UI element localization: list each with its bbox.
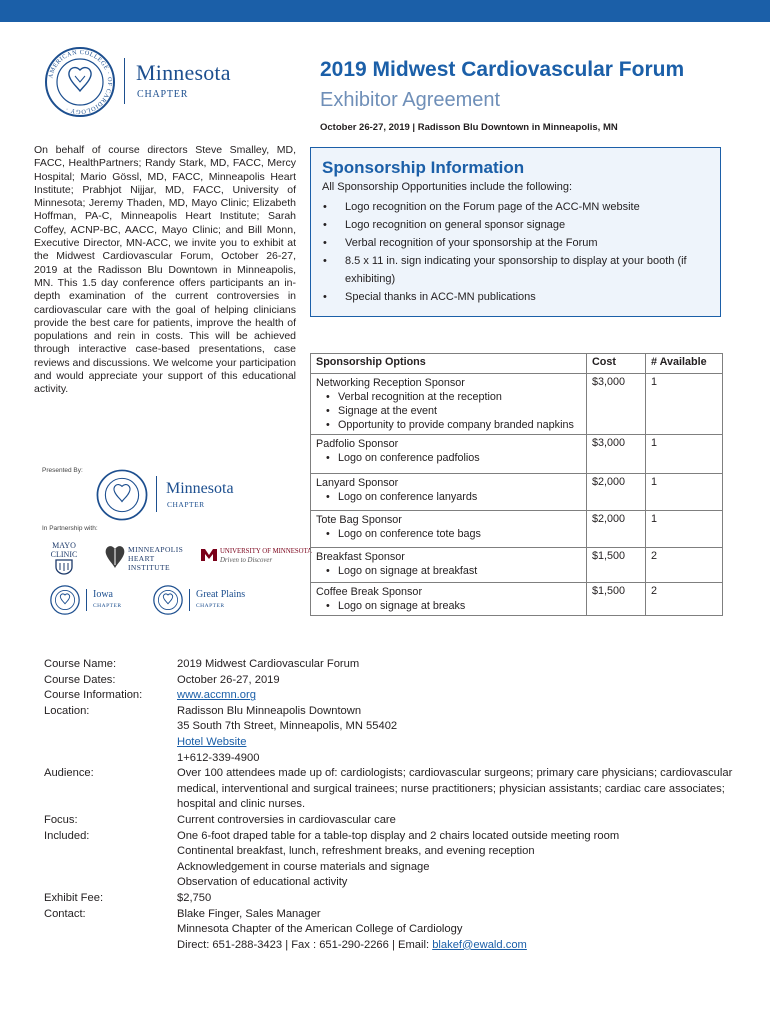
detail-row-course-name (44, 657, 744, 673)
umn-logo-line-2: Driven to Discover (220, 557, 273, 564)
detail-row-contact (44, 907, 744, 954)
acc-seal-logo (44, 46, 116, 118)
option-available: 1 (646, 374, 723, 435)
option-cell (311, 374, 587, 435)
location-line: Radisson Blu Minneapolis Downtown (177, 704, 362, 717)
option-cell (311, 474, 587, 511)
presented-sub: CHAPTER (167, 500, 205, 509)
page-title: 2019 Midwest Cardiovascular Forum (320, 58, 685, 81)
option-available: 1 (646, 511, 723, 548)
table-row (311, 374, 723, 435)
included-line: Acknowledgement in course materials and signage (177, 860, 430, 873)
iowa-name: Iowa (93, 589, 113, 600)
detail-label: Included: (44, 829, 90, 842)
option-cost: $2,000 (587, 511, 646, 548)
benefit-item: • Special thanks in ACC-MN publications (322, 288, 712, 306)
iowa-divider (86, 589, 87, 611)
option-bullet: • Signage at the event (316, 404, 581, 418)
detail-row-audience (44, 766, 744, 813)
option-available: 1 (646, 435, 723, 474)
detail-row-course-info (44, 688, 744, 704)
partners-label: In Partnership with: (42, 525, 98, 532)
great-plains-seal-icon (153, 585, 183, 615)
detail-value (177, 829, 744, 891)
benefit-item: • Logo recognition on general sponsor signage (322, 216, 712, 234)
hotel-phone: 1+612-339-4900 (177, 751, 260, 764)
option-bullet: • Logo on conference tote bags (316, 527, 581, 541)
contact-phone-fax: Direct: 651-288-3423 | Fax : 651-290-2266 | Email: (177, 938, 433, 951)
option-bullet: • Opportunity to provide company branded napkins (316, 418, 581, 432)
option-bullet: • Verbal recognition at the reception (316, 390, 581, 404)
location-line: 35 South 7th Street, Minneapolis, MN 55402 (177, 720, 398, 733)
mhi-logo-line-1: MINNEAPOLIS (128, 545, 184, 554)
table-row (311, 583, 723, 616)
detail-value: Current controversies in cardiovascular care (177, 813, 396, 826)
mayo-clinic-logo-text: MAYO CLINIC (50, 541, 78, 559)
table-row (311, 474, 723, 511)
course-info-link[interactable]: www.accmn.org (177, 689, 256, 702)
option-cost: $3,000 (587, 374, 646, 435)
svg-text:AMERICAN COLLEGE · OF CARDIOLO: AMERICAN COLLEGE · OF CARDIOLOGY · (47, 48, 114, 116)
option-name: Breakfast Sponsor (316, 551, 405, 563)
included-line: Observation of educational activity (177, 876, 348, 889)
umn-logo-line-1: UNIVERSITY OF MINNESOTA (220, 548, 313, 555)
header-cost: Cost (587, 354, 646, 374)
option-cell (311, 511, 587, 548)
detail-row-location (44, 704, 744, 766)
detail-label: Contact: (44, 907, 86, 920)
benefit-item: • Verbal recognition of your sponsorship at the Forum (322, 234, 712, 252)
detail-label: Exhibit Fee: (44, 891, 104, 904)
presented-by-label: Presented By: (42, 467, 83, 474)
sponsorship-benefits-list (322, 198, 712, 306)
table-row (311, 435, 723, 474)
sponsorship-options-table (310, 353, 723, 616)
page-subtitle: Exhibitor Agreement (320, 89, 501, 111)
detail-value: 2019 Midwest Cardiovascular Forum (177, 658, 360, 670)
option-available: 2 (646, 548, 723, 583)
header-options: Sponsorship Options (311, 354, 587, 374)
brand-divider (124, 58, 125, 104)
header-available: # Available (646, 354, 723, 374)
table-row (311, 548, 723, 583)
event-dateline: October 26-27, 2019 | Radisson Blu Downtown in Minneapolis, MN (320, 122, 618, 133)
benefit-item: • 8.5 x 11 in. sign indicating your sponsorship to display at your booth (if exhibiting) (322, 252, 712, 288)
option-cost: $2,000 (587, 474, 646, 511)
detail-label: Focus: (44, 813, 78, 826)
brand-name: Minnesota (136, 60, 231, 85)
mhi-logo-line-3: INSTITUTE (128, 563, 170, 572)
detail-label: Course Dates: (44, 673, 116, 686)
contact-line: Blake Finger, Sales Manager (177, 907, 321, 920)
option-cost: $1,500 (587, 583, 646, 616)
detail-row-included (44, 829, 744, 891)
contact-email-link[interactable]: blakef@ewald.com (432, 938, 527, 951)
mhi-heart-icon (104, 543, 126, 569)
brand-sub: CHAPTER (137, 89, 189, 100)
option-bullet: • Logo on conference padfolios (316, 451, 581, 465)
included-line: Continental breakfast, lunch, refreshment breaks, and evening reception (177, 845, 535, 858)
option-name: Networking Reception Sponsor (316, 377, 465, 389)
top-color-bar (0, 0, 770, 22)
detail-value (177, 907, 744, 954)
option-bullets (316, 564, 581, 578)
table-header-row (311, 354, 723, 374)
detail-value: $2,750 (177, 891, 212, 904)
option-bullets (316, 390, 581, 432)
benefit-item: • Logo recognition on the Forum page of the ACC-MN website (322, 198, 712, 216)
option-available: 1 (646, 474, 723, 511)
sponsorship-info-box (310, 147, 721, 317)
presented-name: Minnesota (166, 480, 234, 497)
sponsorship-info-intro: All Sponsorship Opportunities include the following: (322, 181, 573, 193)
iowa-seal-icon (50, 585, 80, 615)
option-cost: $3,000 (587, 435, 646, 474)
option-cost: $1,500 (587, 548, 646, 583)
detail-row-fee (44, 891, 744, 907)
option-cell (311, 583, 587, 616)
included-line: One 6-foot draped table for a table-top display and 2 chairs located outside meeting room (177, 829, 620, 842)
mayo-shield-icon (54, 559, 74, 575)
presented-seal-icon (96, 469, 148, 521)
option-name: Lanyard Sponsor (316, 477, 399, 489)
great-plains-sub: CHAPTER (196, 603, 225, 609)
course-details (44, 657, 744, 953)
option-name: Padfolio Sponsor (316, 438, 399, 450)
intro-paragraph: On behalf of course directors Steve Smalley, MD, FACC, HealthPartners; Randy Stark, MD, FACC, Mercy Hospital; Mario Gössl, MD, FACC, Minneapolis Heart Institute; Prabhjot Nijjar, MD, FACC, University of Minnesota; Jeremy Thaden, MD, Mayo Clinic; Elizabeth Hoffman, PA-C, Minneapolis Heart Institute; Sarah Coffey, ACNP-BC, AACC, Mayo Clinic; and Bill Monn, Executive Director, MN-ACC, we invite you to exhibit at the Midwest Cardiovascular Forum, October 26-27, 2019 at the Radisson Blu Downtown in Minneapolis, MN. This 1.5 day conference offers participants an in-depth examination of the current controversies in cardiovascular care with the goal of helping clinicians provide the best care for patients, improve the health of populations and rein in costs. This will be achieved through interactive case-based presentations, case reviews and discussions. We welcome your participation and would appreciate your support of this educational activity. (34, 144, 296, 396)
option-name: Coffee Break Sponsor (316, 586, 423, 598)
iowa-sub: CHAPTER (93, 603, 122, 609)
detail-row-course-dates (44, 673, 744, 689)
option-bullets (316, 527, 581, 541)
option-bullet: • Logo on signage at breakfast (316, 564, 581, 578)
umn-m-icon (200, 548, 218, 562)
table-row (311, 511, 723, 548)
option-cell (311, 435, 587, 474)
detail-row-focus (44, 813, 744, 829)
option-bullet: • Logo on conference lanyards (316, 490, 581, 504)
detail-label: Course Name: (44, 658, 117, 670)
contact-line: Minnesota Chapter of the American College of Cardiology (177, 923, 463, 936)
presented-divider (156, 476, 157, 512)
mhi-logo-line-2: HEART (128, 554, 155, 563)
contact-line (177, 938, 744, 954)
option-name: Tote Bag Sponsor (316, 514, 402, 526)
sponsorship-info-title: Sponsorship Information (322, 158, 525, 177)
detail-value (177, 688, 744, 704)
option-bullets (316, 490, 581, 504)
option-available: 2 (646, 583, 723, 616)
detail-value: October 26-27, 2019 (177, 673, 280, 686)
detail-label: Location: (44, 704, 90, 717)
great-plains-name: Great Plains (196, 589, 246, 600)
detail-value: Over 100 attendees made up of: cardiologists; cardiovascular surgeons; primary care physicians; cardiovascular medical, interventional and surgical trainees; nurse practitioners; physician assistants; cardiac care associates; hospital and clinic nurses. (177, 767, 733, 811)
detail-label: Audience: (44, 767, 94, 780)
detail-value (177, 704, 744, 766)
detail-label: Course Information: (44, 689, 143, 702)
hotel-website-link[interactable]: Hotel Website (177, 735, 247, 748)
great-plains-divider (189, 589, 190, 611)
option-bullets (316, 451, 581, 465)
option-cell (311, 548, 587, 583)
option-bullet: • Logo on signage at breaks (316, 599, 581, 613)
option-bullets (316, 599, 581, 613)
